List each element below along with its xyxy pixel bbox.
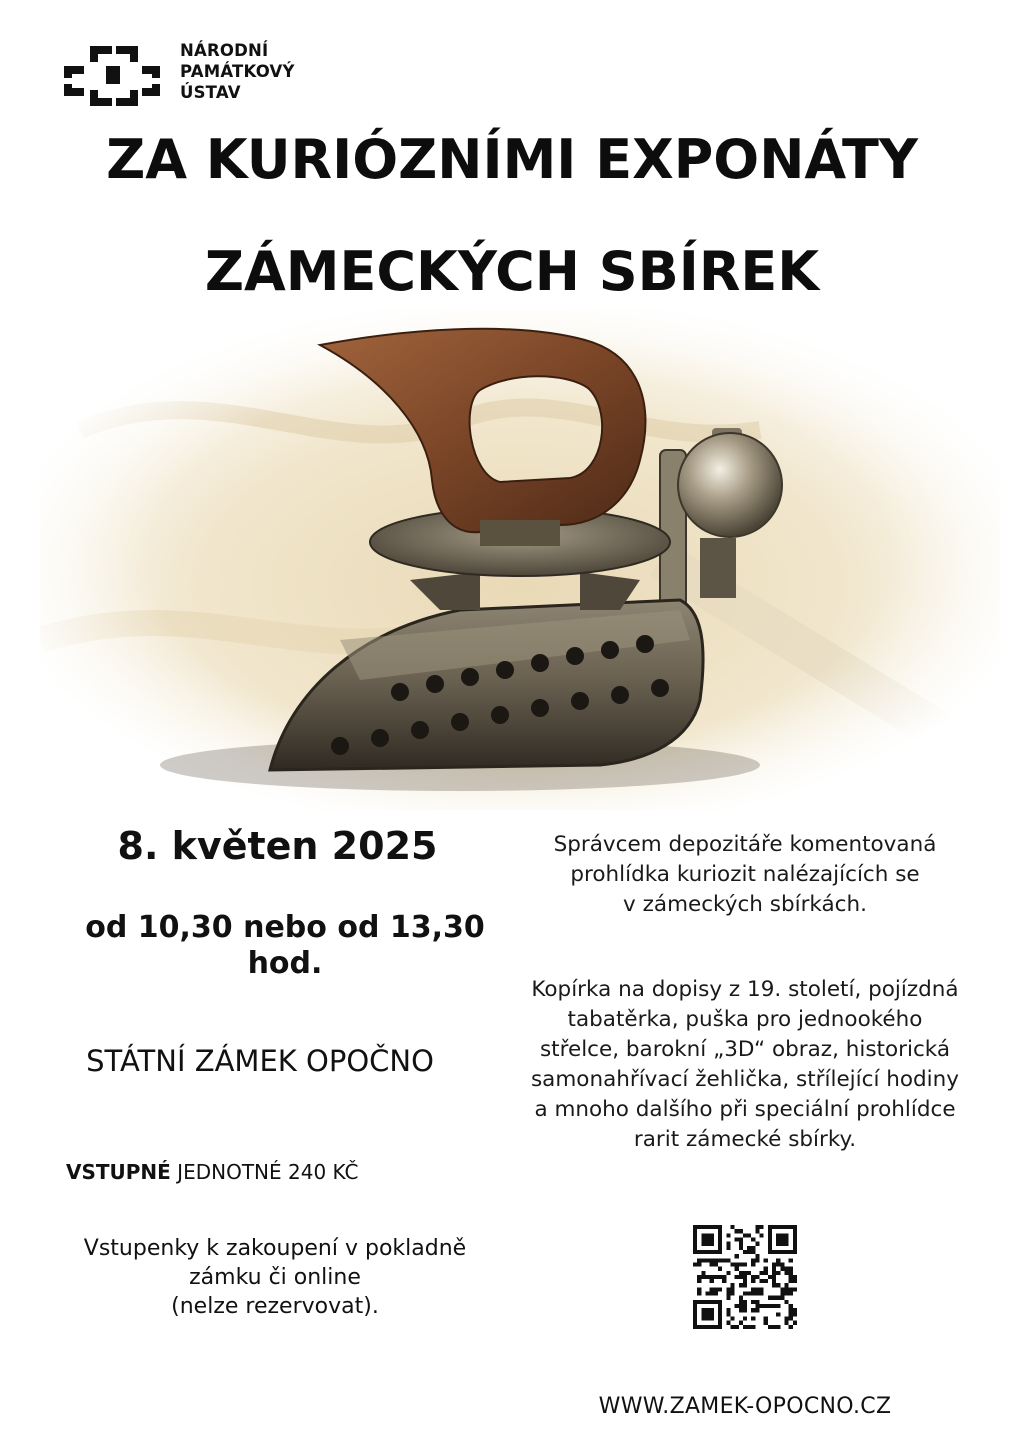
ticket-info-line: Vstupenky k zakoupení v pokladně bbox=[83, 1236, 467, 1261]
venue: STÁTNÍ ZÁMEK OPOČNO bbox=[86, 1044, 434, 1078]
tour-intro bbox=[500, 830, 990, 920]
exhibit-list-line: Kopírka na dopisy z 19. století, pojízdná bbox=[531, 977, 959, 1002]
logo-line: NÁRODNÍ bbox=[180, 41, 269, 60]
exhibit-list bbox=[500, 975, 990, 1155]
admission-value: JEDNOTNÉ 240 KČ bbox=[170, 1160, 359, 1184]
exhibit-list-line: střelce, barokní „3D“ obraz, historická bbox=[539, 1037, 951, 1062]
admission-price bbox=[66, 1160, 359, 1184]
exhibit-list-line: a mnoho dalšího při speciální prohlídce bbox=[534, 1097, 956, 1122]
event-time-line: od 10,30 nebo od 13,30 bbox=[85, 910, 485, 945]
website-url[interactable]: WWW.ZAMEK-OPOCNO.CZ bbox=[598, 1394, 892, 1419]
event-date: 8. květen 2025 bbox=[117, 824, 438, 868]
ticket-info bbox=[40, 1234, 510, 1321]
ticket-info-line: zámku či online bbox=[189, 1265, 361, 1290]
historic-iron-photo bbox=[40, 310, 1000, 810]
logo-line: PAMÁTKOVÝ bbox=[180, 62, 295, 81]
logo-line: ÚSTAV bbox=[180, 83, 241, 102]
event-time bbox=[60, 910, 510, 982]
exhibit-list-line: tabatěrka, puška pro jednookého bbox=[567, 1007, 923, 1032]
qr-code-icon[interactable] bbox=[693, 1225, 797, 1329]
poster-title-line-2: ZÁMECKÝCH SBÍREK bbox=[204, 240, 820, 303]
npu-logo-icon bbox=[62, 44, 162, 108]
event-time-line: hod. bbox=[247, 946, 323, 981]
ticket-info-line: (nelze rezervovat). bbox=[171, 1294, 379, 1319]
admission-label: VSTUPNÉ bbox=[66, 1160, 171, 1184]
tour-intro-line: Správcem depozitáře komentovaná bbox=[553, 832, 937, 857]
exhibit-list-line: rarit zámecké sbírky. bbox=[633, 1127, 857, 1152]
institution-name bbox=[180, 40, 295, 103]
poster-title-line-1: ZA KURIÓZNÍMI EXPONÁTY bbox=[106, 128, 918, 191]
tour-intro-line: v zámeckých sbírkách. bbox=[623, 892, 867, 917]
exhibit-list-line: samonahřívací žehlička, střílející hodiny bbox=[530, 1067, 960, 1092]
tour-intro-line: prohlídka kuriozit nalézajících se bbox=[570, 862, 920, 887]
